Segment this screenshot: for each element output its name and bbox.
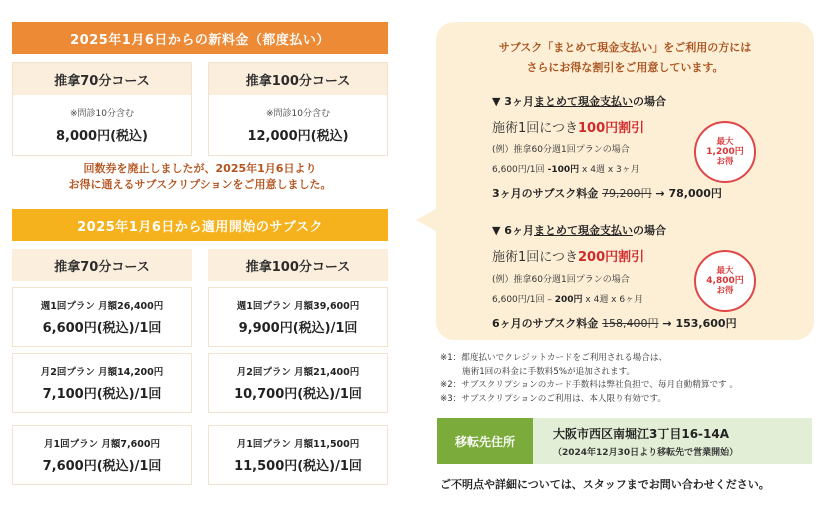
promo-intro-line: さらにお得な割引をご用意しています。: [526, 61, 724, 74]
relocation-address: 大阪市西区南堀江3丁目16-14A: [553, 426, 730, 441]
course-price: 12,000円(税込): [247, 129, 349, 144]
footnote: ※2：サブスクリプションのカード手数料は弊社負担で、毎月自動精算です 。: [440, 380, 738, 390]
relocation-label: 移転先住所: [437, 418, 533, 464]
discount-6m: [492, 246, 644, 265]
badge-top: 最大: [716, 266, 734, 276]
plan-label: 月1回プラン 月額11,500円: [236, 439, 360, 450]
plan-label: 月2回プラン 月額21,400円: [236, 367, 360, 378]
footnote: ※1：都度払いでクレジットカードをご利用される場合は、: [440, 353, 668, 363]
calc-discount: -100円: [544, 165, 580, 175]
plan-price: 11,500円(税込)/1回: [234, 459, 362, 474]
plan-cell: [12, 425, 192, 485]
plan-label: 週1回プラン 月額39,600円: [236, 301, 360, 312]
notice-line: 回数券を廃止しましたが、2025年1月6日より: [83, 162, 317, 175]
calc-base: 6,600円/1回 –: [492, 295, 555, 305]
calc-6m: [492, 292, 643, 305]
calc-base: 6,600円/1回: [492, 165, 545, 175]
plan-price: 7,100円(税込)/1回: [42, 387, 162, 402]
sub-course-header-70: 推拿70分コース: [12, 249, 192, 281]
section-title-3m: [492, 93, 666, 109]
plan-price: 7,600円(税込)/1回: [42, 459, 162, 474]
total-old-price: 158,400円: [602, 317, 659, 330]
badge-top: 最大: [716, 137, 734, 147]
title-prefix: ▼ 3ヶ月: [492, 95, 534, 108]
title-underlined: まとめて現金支払い: [533, 95, 633, 108]
plan-cell: [12, 353, 192, 413]
plan-cell: [12, 287, 192, 347]
plan-price: 9,900円(税込)/1回: [238, 321, 358, 336]
promo-intro-line: サブスク「まとめて現金支払い」をご利用の方には: [498, 41, 752, 54]
calc-multiplier: x 4週 x 3ヶ月: [579, 165, 640, 175]
discount-3m: [492, 117, 644, 136]
footnote: 施術1回の料金に手数料5%が追加されます。: [462, 366, 636, 377]
discount-amount: 200円割引: [578, 250, 645, 265]
total-label: 6ヶ月のサブスク料金: [492, 317, 599, 330]
discount-amount: 100円割引: [578, 121, 645, 136]
example-3m: (例）推拿60分週1回プランの場合: [492, 145, 630, 155]
plan-label: 月1回プラン 月額7,600円: [44, 439, 160, 450]
course-name: 推拿70分コース: [13, 63, 191, 95]
coupon-notice: [12, 161, 388, 193]
title-underlined: まとめて現金支払い: [533, 224, 633, 237]
discount-prefix: 施術1回につき: [492, 121, 579, 136]
total-new-price: 153,600円: [675, 317, 737, 330]
total-6m: [492, 315, 737, 331]
notice-line: お得に通えるサブスクリプションをご用意しました。: [68, 178, 332, 191]
badge-bottom: お得: [716, 157, 734, 167]
total-label: 3ヶ月のサブスク料金: [492, 187, 599, 200]
plan-cell: [208, 425, 388, 485]
savings-badge-3m: [694, 121, 756, 183]
new-fee-banner: 2025年1月6日からの新料金（都度払い）: [12, 22, 388, 54]
total-3m: [492, 185, 722, 201]
calc-multiplier: x 4週 x 6ヶ月: [582, 295, 644, 305]
badge-amount: 1,200円: [706, 147, 744, 157]
relocation-note: （2024年12月30日より移転先で営業開始）: [553, 447, 739, 458]
promo-intro: [436, 38, 814, 78]
course-body: [13, 95, 191, 155]
badge-amount: 4,800円: [706, 276, 744, 286]
relocation-address-box: [533, 418, 812, 464]
plan-price: 10,700円(税込)/1回: [234, 387, 362, 402]
plan-label: 週1回プラン 月額26,400円: [40, 301, 164, 312]
promo-bubble-tail: [416, 208, 438, 232]
total-arrow: →: [662, 317, 672, 330]
badge-bottom: お得: [716, 286, 734, 296]
contact-note: ご不明点や詳細については、スタッフまでお問い合わせください。: [440, 478, 770, 491]
course-price: 8,000円(税込): [55, 129, 148, 144]
title-suffix: の場合: [632, 95, 666, 108]
footnotes: [440, 352, 825, 406]
section-title-6m: [492, 222, 666, 238]
course-name: 推拿100分コース: [209, 63, 387, 95]
course-note: ※問診10分含む: [70, 109, 134, 119]
total-arrow: →: [655, 187, 665, 200]
plan-cell: [208, 287, 388, 347]
plan-price: 6,600円(税込)/1回: [42, 321, 162, 336]
plan-cell: [208, 353, 388, 413]
sub-course-header-100: 推拿100分コース: [208, 249, 388, 281]
total-old-price: 79,200円: [602, 187, 652, 200]
title-prefix: ▼ 6ヶ月: [492, 224, 534, 237]
plan-label: 月2回プラン 月額14,200円: [40, 367, 164, 378]
course-body: [209, 95, 387, 155]
total-new-price: 78,000円: [668, 187, 722, 200]
new-fee-course-100: [208, 62, 388, 156]
subscription-banner: 2025年1月6日から適用開始のサブスク: [12, 209, 388, 241]
discount-prefix: 施術1回につき: [492, 250, 579, 265]
footnote: ※3：サブスクリプションのご利用は、本人限り有効です。: [440, 393, 666, 404]
course-note: ※問診10分含む: [266, 109, 330, 119]
new-fee-course-70: [12, 62, 192, 156]
calc-3m: [492, 162, 640, 175]
calc-discount: 200円: [554, 295, 583, 305]
example-6m: (例）推拿60分週1回プランの場合: [492, 275, 630, 285]
savings-badge-6m: [694, 250, 756, 312]
title-suffix: の場合: [632, 224, 666, 237]
